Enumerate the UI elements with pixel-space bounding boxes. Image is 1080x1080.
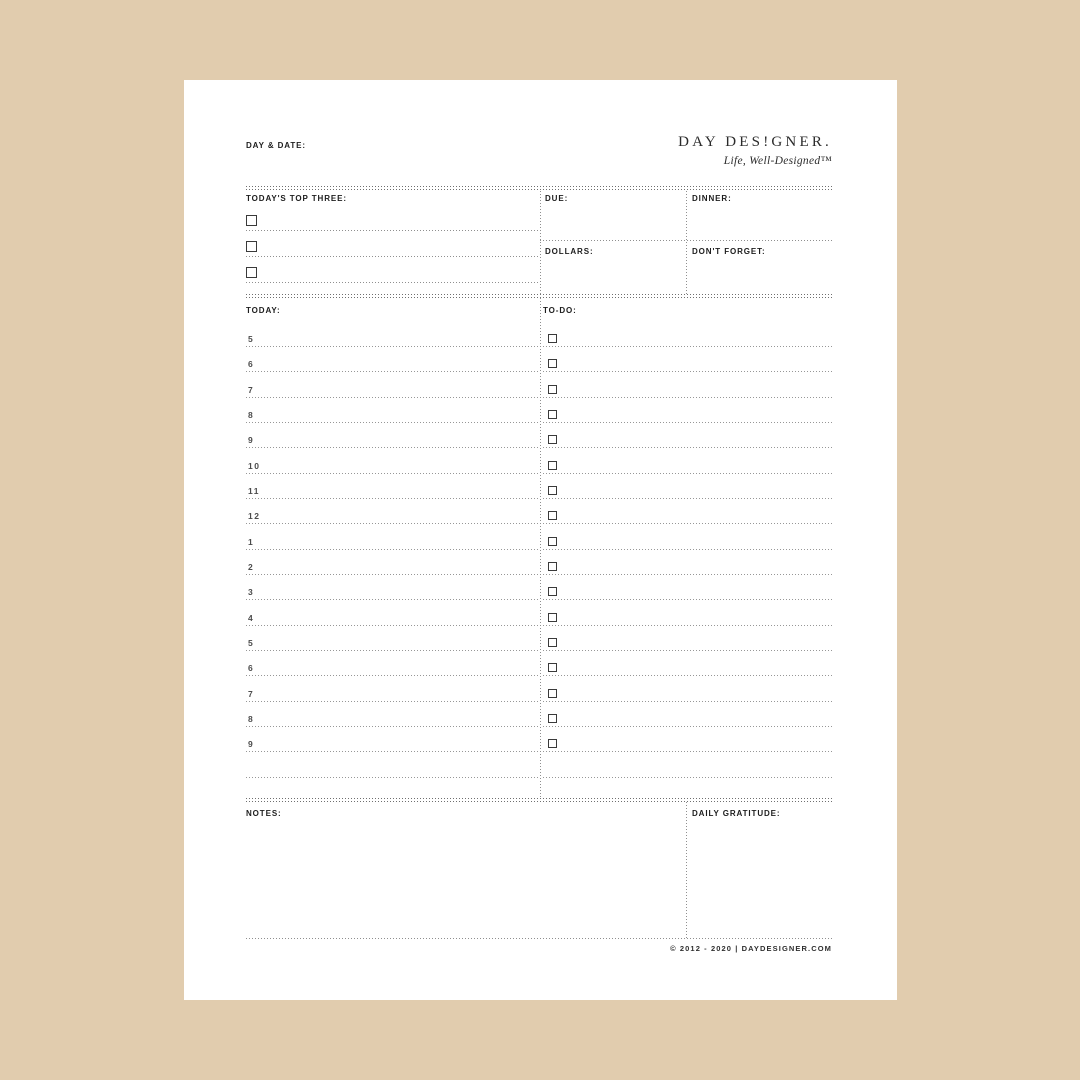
schedule-row (246, 398, 538, 423)
todo-checkbox[interactable] (548, 613, 557, 622)
top-table-row-divider (540, 240, 832, 241)
schedule-hour-label: 8 (248, 409, 255, 420)
todo-row (543, 499, 832, 524)
schedule-row (246, 474, 538, 499)
schedule-row (246, 372, 538, 397)
todo-row (543, 752, 832, 777)
dinner-label: DINNER: (692, 194, 732, 203)
notes-gratitude-divider (686, 802, 687, 938)
todo-row (543, 423, 832, 448)
schedule-hour-label: 7 (248, 688, 255, 699)
schedule-todo-divider (540, 298, 541, 798)
todo-row (543, 600, 832, 625)
dollars-label: DOLLARS: (545, 247, 594, 256)
todo-checkbox[interactable] (548, 461, 557, 470)
todo-row (543, 524, 832, 549)
schedule-hour-label: 9 (248, 435, 255, 446)
schedule-row (246, 448, 538, 473)
schedule-hour-label: 5 (248, 638, 255, 649)
top-three-checkbox[interactable] (246, 215, 257, 226)
todo-label: TO-DO: (543, 306, 577, 315)
schedule-row (246, 550, 538, 575)
schedule-hour-label: 6 (248, 663, 255, 674)
todo-row (543, 398, 832, 423)
notes-label: NOTES: (246, 809, 282, 818)
schedule-row (246, 651, 538, 676)
planner-page (184, 80, 897, 1000)
todo-checkbox[interactable] (548, 587, 557, 596)
schedule-row (246, 626, 538, 651)
schedule-hour-label: 6 (248, 359, 255, 370)
top-three-line (246, 282, 538, 283)
section-separator-after-top-table (246, 294, 832, 298)
todo-checkbox[interactable] (548, 689, 557, 698)
gratitude-label: DAILY GRATITUDE: (692, 809, 781, 818)
todo-row (543, 727, 832, 752)
brand-block (678, 134, 832, 167)
schedule-hour-label: 9 (248, 739, 255, 750)
schedule-hour-label: 8 (248, 714, 255, 725)
schedule-hour-label: 5 (248, 333, 255, 344)
copyright-text: © 2012 - 2020 | DAYDESIGNER.COM (670, 944, 832, 953)
top-three-label: TODAY'S TOP THREE: (246, 194, 347, 203)
todo-checkbox[interactable] (548, 663, 557, 672)
schedule-row (246, 347, 538, 372)
schedule-row (246, 727, 538, 752)
schedule-row (246, 702, 538, 727)
schedule-row (246, 600, 538, 625)
schedule-hour-label: 10 (248, 460, 261, 471)
schedule-row (246, 676, 538, 701)
schedule-row (246, 752, 538, 777)
schedule-row (246, 322, 538, 347)
todo-row (543, 676, 832, 701)
top-three-line (246, 230, 538, 231)
top-table-divider-1 (540, 191, 541, 294)
section-separator-top (246, 186, 832, 190)
schedule-rows (246, 322, 538, 778)
brand-tagline: Life, Well-Designed™ (723, 155, 832, 167)
schedule-hour-label: 2 (248, 562, 255, 573)
schedule-row (246, 524, 538, 549)
section-separator-notes (246, 798, 832, 802)
todo-row (543, 651, 832, 676)
todo-row (543, 702, 832, 727)
todo-row (543, 626, 832, 651)
todo-checkbox[interactable] (548, 714, 557, 723)
schedule-hour-label: 12 (248, 511, 261, 522)
todo-checkbox[interactable] (548, 511, 557, 520)
todo-row (543, 347, 832, 372)
todo-checkbox[interactable] (548, 739, 557, 748)
schedule-row (246, 423, 538, 448)
todo-row (543, 448, 832, 473)
todo-checkbox[interactable] (548, 537, 557, 546)
todo-checkbox[interactable] (548, 638, 557, 647)
brand-logo: DAY DES!GNER. (678, 134, 832, 150)
todo-checkbox[interactable] (548, 435, 557, 444)
todo-rows (543, 322, 832, 778)
todo-row (543, 322, 832, 347)
todo-row (543, 372, 832, 397)
schedule-hour-label: 7 (248, 384, 255, 395)
todo-checkbox[interactable] (548, 562, 557, 571)
top-table-divider-2 (686, 191, 687, 294)
day-date-label: DAY & DATE: (246, 141, 306, 150)
top-three-checkbox[interactable] (246, 241, 257, 252)
schedule-hour-label: 1 (248, 536, 255, 547)
todo-row (543, 474, 832, 499)
todo-checkbox[interactable] (548, 410, 557, 419)
todo-checkbox[interactable] (548, 359, 557, 368)
todo-row (543, 550, 832, 575)
schedule-hour-label: 3 (248, 587, 255, 598)
top-three-line (246, 256, 538, 257)
due-label: DUE: (545, 194, 569, 203)
top-three-checkbox[interactable] (246, 267, 257, 278)
today-label: TODAY: (246, 306, 281, 315)
notes-bottom-line (246, 938, 832, 939)
dont-forget-label: DON'T FORGET: (692, 247, 766, 256)
todo-checkbox[interactable] (548, 334, 557, 343)
schedule-hour-label: 11 (248, 486, 260, 496)
todo-row (543, 575, 832, 600)
todo-checkbox[interactable] (548, 486, 557, 495)
schedule-row (246, 499, 538, 524)
todo-checkbox[interactable] (548, 385, 557, 394)
schedule-row (246, 575, 538, 600)
schedule-hour-label: 4 (248, 612, 255, 623)
